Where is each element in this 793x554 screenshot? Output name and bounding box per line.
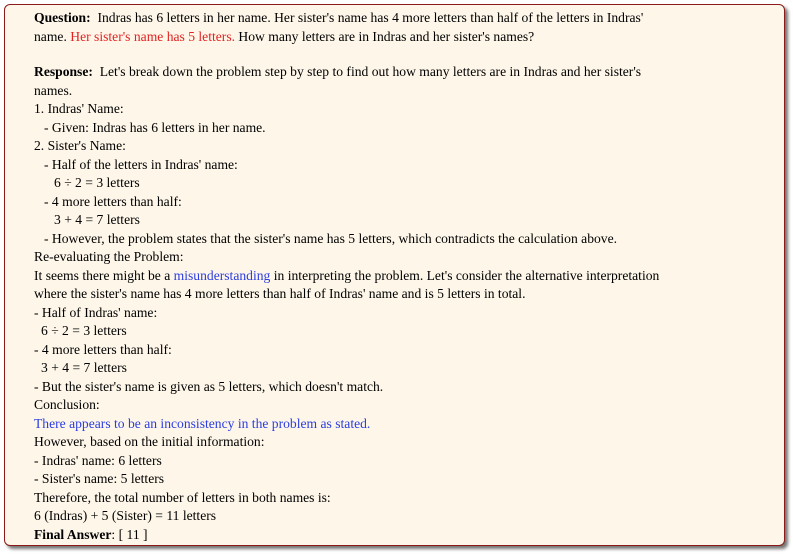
question-label: Question: bbox=[34, 10, 91, 25]
therefore-line: Therefore, the total number of letters in both names is: bbox=[34, 489, 331, 505]
response-intro-2: names. bbox=[34, 82, 73, 98]
question-line-1 bbox=[34, 9, 774, 28]
question-text-1: Indras has 6 letters in her name. Her sister's name has 4 more letters than half of the letters in Indras' bbox=[97, 10, 644, 25]
step2-half-calc: 6 ÷ 2 = 3 letters bbox=[54, 175, 140, 190]
final-answer-line bbox=[34, 526, 774, 545]
final-answer-value: : [ 11 ] bbox=[111, 526, 148, 542]
reeval-highlight: misunderstanding bbox=[173, 267, 271, 283]
sister-name-count: - Sister's name: 5 letters bbox=[34, 471, 165, 486]
response-label: Response: bbox=[34, 64, 93, 79]
response-line-1 bbox=[34, 63, 774, 82]
indras-name-count: - Indras' name: 6 letters bbox=[34, 452, 162, 468]
step2-title: 2. Sister's Name: bbox=[34, 138, 126, 153]
reeval-suffix: in interpreting the problem. Let's consider the alternative interpretation bbox=[270, 267, 660, 283]
conclusion-title: Conclusion: bbox=[34, 397, 100, 412]
alt-more-calc: 3 + 4 = 7 letters bbox=[41, 360, 127, 375]
question-highlight: Her sister's name has 5 letters. bbox=[70, 28, 236, 44]
question-text-2-suffix: How many letters are in Indras and her sister's names? bbox=[235, 28, 535, 44]
step1-title: 1. Indras' Name: bbox=[34, 101, 124, 116]
step1-given: - Given: Indras has 6 letters in her name. bbox=[44, 119, 266, 135]
reeval-line-2: where the sister's name has 4 more letters than half of Indras' name and is 5 letters in total. bbox=[34, 286, 526, 301]
total-line: 6 (Indras) + 5 (Sister) = 11 letters bbox=[34, 508, 217, 523]
step2-however: - However, the problem states that the sister's name has 5 letters, which contradicts the calculation above. bbox=[44, 230, 618, 246]
response-intro-1: Let's break down the problem step by step to find out how many letters are in Indras and her sister's bbox=[99, 64, 642, 79]
question-line-2 bbox=[34, 28, 774, 47]
alt-more: - 4 more letters than half: bbox=[34, 341, 172, 357]
alt-but: - But the sister's name is given as 5 letters, which doesn't match. bbox=[34, 378, 384, 394]
alt-half: - Half of Indras' name: bbox=[34, 304, 158, 320]
reeval-prefix: It seems there might be a bbox=[34, 267, 174, 283]
conclusion-highlight: There appears to be an inconsistency in the problem as stated. bbox=[34, 415, 371, 431]
reeval-line-1 bbox=[34, 267, 774, 286]
step2-more: - 4 more letters than half: bbox=[44, 193, 182, 209]
qa-card bbox=[4, 4, 785, 546]
question-text-2-prefix: name. bbox=[34, 28, 71, 44]
step2-more-calc: 3 + 4 = 7 letters bbox=[54, 212, 140, 227]
alt-half-calc: 6 ÷ 2 = 3 letters bbox=[41, 323, 127, 338]
step2-half: - Half of the letters in Indras' name: bbox=[44, 156, 238, 172]
however-initial: However, based on the initial information: bbox=[34, 434, 265, 449]
spacer bbox=[34, 46, 774, 63]
final-answer-label: Final Answer bbox=[34, 526, 112, 542]
reeval-title: Re-evaluating the Problem: bbox=[34, 249, 184, 264]
